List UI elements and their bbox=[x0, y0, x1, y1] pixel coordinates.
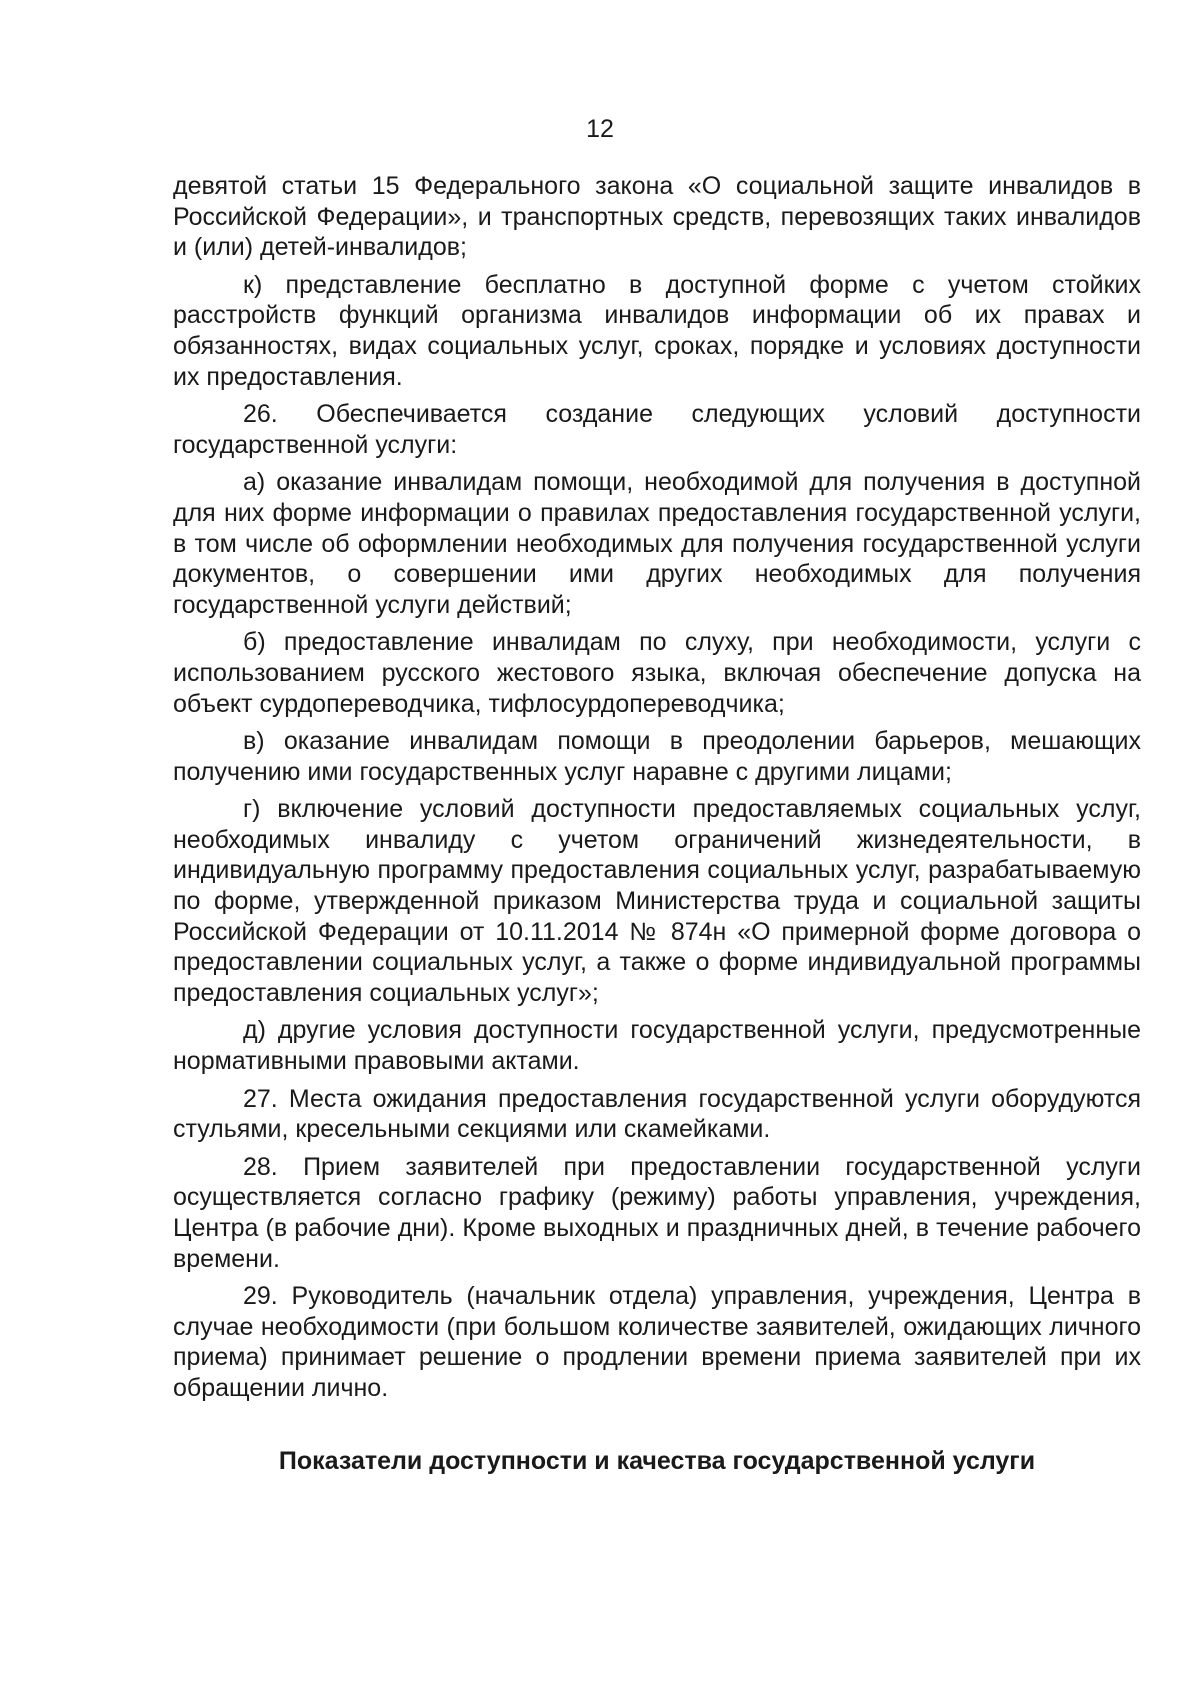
paragraph-item-v: в) оказание инвалидам помощи в преодолении барьеров, мешающих получению ими государственных услуг наравне с другими лицами; bbox=[173, 727, 1141, 786]
paragraph-item-k: к) представление бесплатно в доступной форме с учетом стойких расстройств функций организма инвалидов информации об их правах и обязанностях, видах социальных услуг, сроках, порядке и условиях доступности их предоставления. bbox=[173, 270, 1141, 391]
document-body bbox=[173, 171, 1141, 1477]
paragraph-item-b: б) предоставление инвалидам по слуху, при необходимости, услуги с использованием русского жестового языка, включая обеспечение допуска на объект сурдопереводчика, тифлосурдопереводчика; bbox=[173, 628, 1141, 718]
paragraph-continuation: девятой статьи 15 Федерального закона «О социальной защите инвалидов в Российской Федерации», и транспортных средств, перевозящих таких инвалидов и (или) детей-инвалидов; bbox=[173, 172, 1141, 262]
paragraph-clause-26: 26. Обеспечивается создание следующих условий доступности государственной услуги: bbox=[173, 400, 1141, 459]
paragraph-clause-27: 27. Места ожидания предоставления государственной услуги оборудуются стульями, кресельными секциями или скамейками. bbox=[173, 1084, 1141, 1144]
paragraph-item-d: д) другие условия доступности государственной услуги, предусмотренные нормативными правовыми актами. bbox=[173, 1016, 1141, 1076]
paragraph-item-a: а) оказание инвалидам помощи, необходимой для получения в доступной для них форме информации о правилах предоставления государственной услуги, в том числе об оформлении необходимых для получения государственной услуги документов, о совершении ими других необходимых для получения государственной услуги действий; bbox=[173, 468, 1141, 619]
section-heading: Показатели доступности и качества государственной услуги bbox=[278, 1446, 1036, 1475]
paragraph-clause-28: 28. Прием заявителей при предоставлении государственной услуги осуществляется согласно графику (режиму) работы управления, учреждения, Центра (в рабочие дни). Кроме выходных и праздничных дней, в течение рабочего времени. bbox=[173, 1152, 1141, 1273]
paragraph-clause-29: 29. Руководитель (начальник отдела) управления, учреждения, Центра в случае необходимости (при большом количестве заявителей, ожидающих личного приема) принимает решение о продлении времени приема заявителей при их обращении лично. bbox=[173, 1282, 1141, 1402]
page-number: 12 bbox=[586, 115, 614, 143]
paragraph-item-g: г) включение условий доступности предоставляемых социальных услуг, необходимых инвалиду с учетом ограничений жизнедеятельности, в индивидуальную программу предоставления социальных услуг, разрабатываемую по форме, утвержденной приказом Министерства труда и социальной защиты Российской Федерации от 10.11.2014 № 874н «О примерной форме договора о предоставлении социальных услуг, а также о форме индивидуальной программы предоставления социальных услуг»; bbox=[173, 795, 1141, 1007]
